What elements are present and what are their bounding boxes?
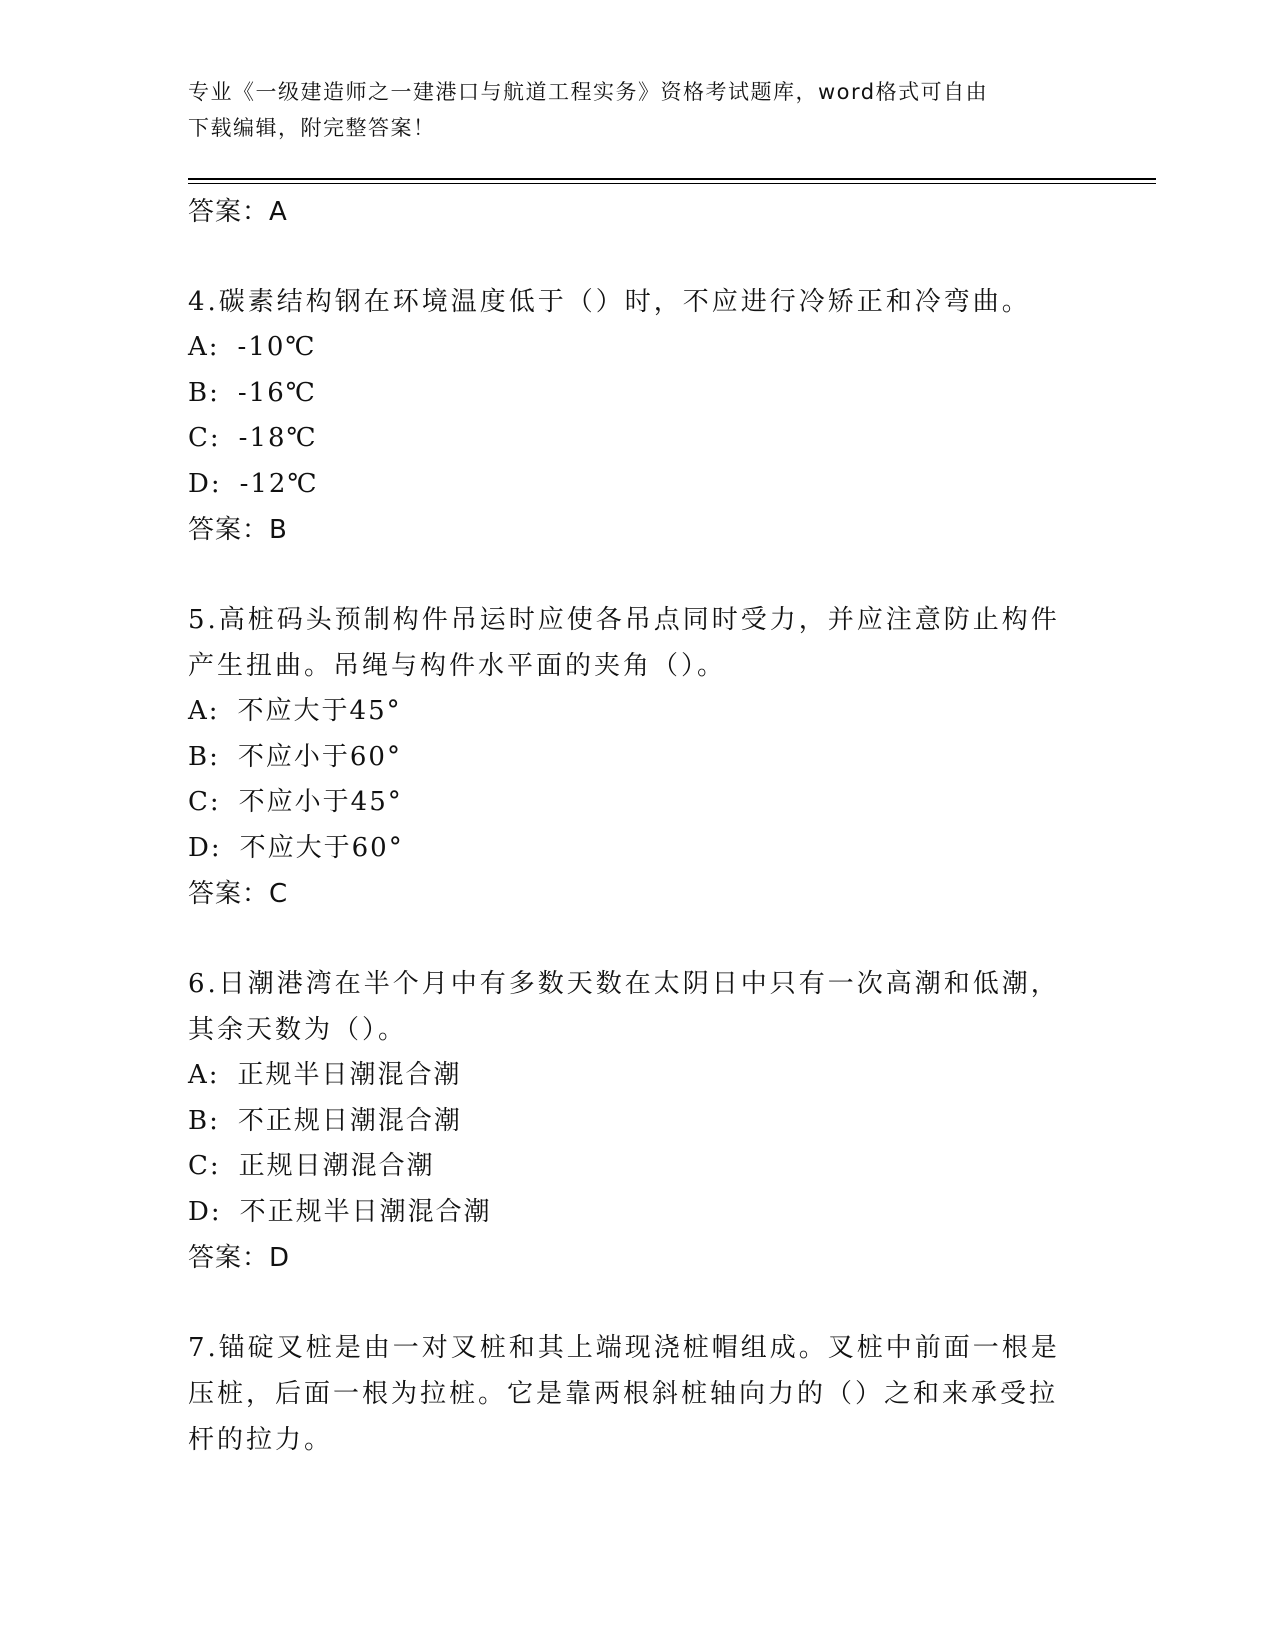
option-row bbox=[188, 1144, 1088, 1190]
question-block bbox=[188, 961, 1088, 1281]
option-text: 不应大于45° bbox=[237, 696, 402, 726]
option-label: D: bbox=[188, 1196, 222, 1227]
option-text: 不正规半日潮混合潮 bbox=[239, 1196, 492, 1227]
option-text: -18℃ bbox=[238, 423, 318, 453]
header-line-2: 下载编辑，附完整答案！ bbox=[188, 116, 436, 140]
option-row bbox=[188, 735, 1088, 781]
option-row bbox=[188, 689, 1088, 735]
option-label: A: bbox=[188, 696, 220, 726]
answer-line: 答案：A bbox=[188, 197, 288, 227]
option-text: 正规日潮混合潮 bbox=[238, 1151, 435, 1181]
question-stem-line: 压桩，后面一根为拉桩。它是靠两根斜桩轴向力的（）之和来承受拉 bbox=[188, 1379, 1059, 1409]
option-row bbox=[188, 325, 1088, 371]
option-text: 不正规日潮混合潮 bbox=[237, 1105, 462, 1136]
header-rule-thin bbox=[188, 183, 1156, 184]
option-row bbox=[188, 1190, 1088, 1236]
option-text: 不应大于60° bbox=[239, 832, 404, 863]
question-stem-line: 6.日潮港湾在半个月中有多数天数在太阴日中只有一次高潮和低潮， bbox=[188, 969, 1060, 999]
option-text: -10℃ bbox=[237, 332, 317, 362]
option-label: A: bbox=[188, 1060, 220, 1090]
question-stem-line: 4.碳素结构钢在环境温度低于（）时，不应进行冷矫正和冷弯曲。 bbox=[188, 287, 1031, 317]
option-label: C: bbox=[188, 1151, 221, 1181]
option-text: -12℃ bbox=[239, 468, 319, 499]
option-row bbox=[188, 780, 1088, 826]
option-label: A: bbox=[188, 332, 220, 362]
document-header bbox=[188, 74, 1088, 146]
question-block bbox=[188, 1325, 1088, 1463]
question-block bbox=[188, 597, 1088, 917]
question-stem-line: 产生扭曲。吊绳与构件水平面的夹角（）。 bbox=[188, 651, 727, 681]
option-label: C: bbox=[188, 423, 221, 453]
question-list bbox=[188, 189, 1088, 1463]
question-stem-line: 7.锚碇叉桩是由一对叉桩和其上端现浇桩帽组成。叉桩中前面一根是 bbox=[188, 1333, 1060, 1363]
option-row bbox=[188, 826, 1088, 872]
answer-line: 答案：B bbox=[188, 515, 288, 545]
header-rule-thick bbox=[188, 178, 1156, 180]
answer-line: 答案：D bbox=[188, 1243, 291, 1273]
option-row bbox=[188, 371, 1088, 417]
header-line-1: 专业《一级建造师之一建港口与航道工程实务》资格考试题库，word格式可自由 bbox=[188, 80, 989, 104]
answer-line: 答案：C bbox=[188, 879, 289, 909]
option-row bbox=[188, 416, 1088, 462]
option-label: D: bbox=[188, 468, 222, 499]
question-stem-line: 杆的拉力。 bbox=[188, 1425, 334, 1455]
option-row bbox=[188, 462, 1088, 508]
question-stem-line: 5.高桩码头预制构件吊运时应使各吊点同时受力，并应注意防止构件 bbox=[188, 605, 1060, 635]
option-row bbox=[188, 1053, 1088, 1099]
question-stem-line: 其余天数为（）。 bbox=[188, 1015, 408, 1045]
option-text: 不应小于45° bbox=[238, 787, 403, 817]
option-row bbox=[188, 1099, 1088, 1145]
option-text: 不应小于60° bbox=[237, 741, 402, 772]
option-label: B: bbox=[188, 1105, 220, 1136]
option-text: 正规半日潮混合潮 bbox=[237, 1060, 462, 1090]
option-label: C: bbox=[188, 787, 221, 817]
option-text: -16℃ bbox=[237, 377, 317, 408]
option-label: B: bbox=[188, 377, 220, 408]
option-label: D: bbox=[188, 832, 222, 863]
question-block bbox=[188, 279, 1088, 553]
option-label: B: bbox=[188, 741, 220, 772]
